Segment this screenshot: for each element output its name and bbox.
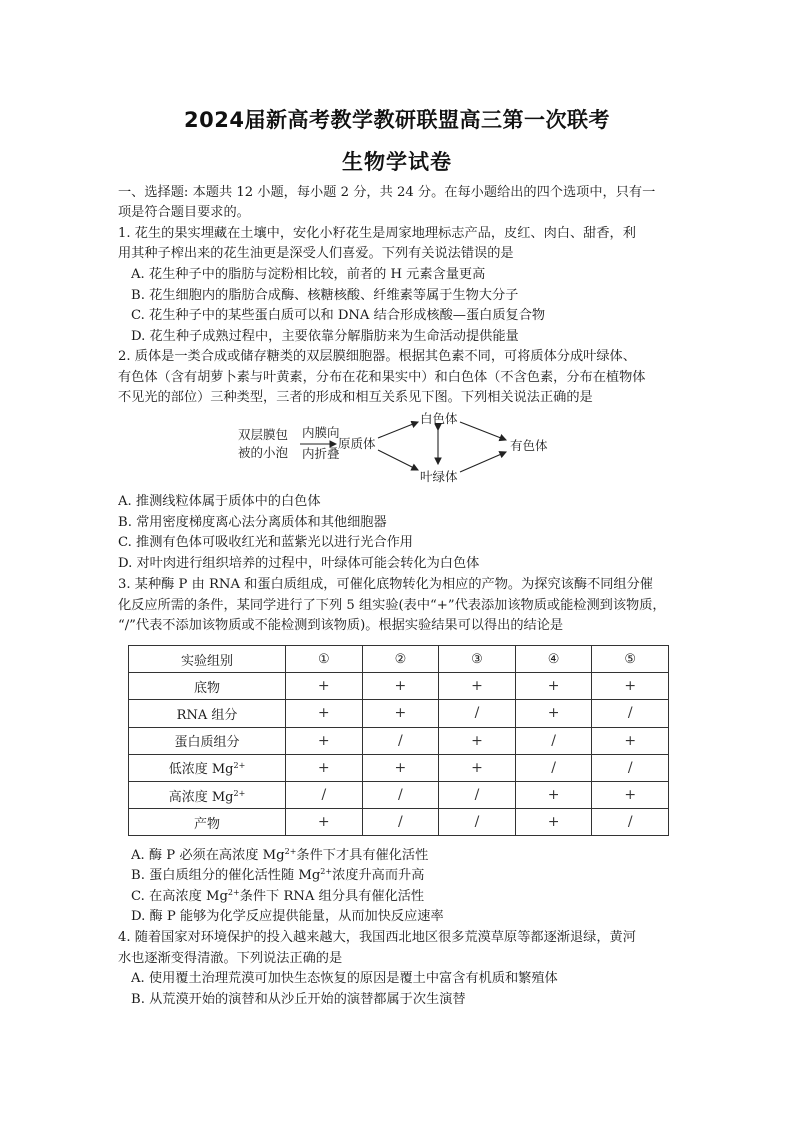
q1-option-d: D. 花生种子成熟过程中，主要依靠分解脂肪来为生命活动提供能量 [131, 329, 519, 344]
q3-stem-line-3: “/”代表不添加该物质或不能检测到该物质)。根据实验结果可以得出的结论是 [118, 618, 564, 633]
arrow-proplastid-to-chloroplast [378, 450, 418, 470]
table-cell: + [439, 727, 516, 754]
table-row [129, 809, 669, 836]
table-cell: + [362, 673, 439, 700]
exam-subtitle: 生物学试卷 [342, 150, 452, 174]
q1-option-a: A. 花生种子中的脂肪与淀粉相比较，前者的 H 元素含量更高 [131, 267, 486, 282]
row-label: 蛋白质组分 [129, 727, 286, 754]
table-cell: / [592, 754, 669, 781]
table-row [129, 754, 669, 781]
q1-stem-line-1: 1. 花生的果实埋藏在土壤中，安化小籽花生是周家地理标志产品，皮红、肉白、甜香，利 [118, 226, 636, 241]
row-label [129, 781, 286, 808]
table-header-cell: ① [286, 646, 363, 673]
q3-stem-line-2: 化反应所需的条件，某同学进行了下列 5 组实验(表中“+”代表添加该物质或能检测到该物质， [118, 598, 666, 613]
q2-stem-line-2: 有色体（含有胡萝卜素与叶黄素，分布在花和果实中）和白色体（不含色素，分布在植物体 [118, 370, 646, 385]
table-cell: / [362, 781, 439, 808]
row-label: 底物 [129, 673, 286, 700]
q2-stem-line-1: 2. 质体是一类合成或储存糖类的双层膜细胞器。根据其色素不同，可将质体分成叶绿体、 [118, 349, 636, 364]
table-row [129, 727, 669, 754]
arrow-proplastid-to-leucoplast [378, 422, 418, 438]
table-cell: + [286, 673, 363, 700]
table-cell: + [592, 781, 669, 808]
plastid-diagram [238, 408, 558, 486]
exam-title: 2024届新高考教学教研联盟高三第一次联考 [184, 108, 610, 132]
q3-option-a-post: 条件下才具有催化活性 [296, 848, 429, 863]
node-chromoplast: 有色体 [510, 438, 548, 453]
table-cell: + [439, 673, 516, 700]
arrow-chloroplast-to-chromoplast [460, 452, 506, 472]
node-leucoplast: 白色体 [420, 411, 458, 426]
table-cell: / [592, 700, 669, 727]
q2-option-b: B. 常用密度梯度离心法分离质体和其他细胞器 [118, 515, 387, 530]
section-intro-line-1: 一、选择题: 本题共 12 小题，每小题 2 分，共 24 分。在每小题给出的四个选项中，只有一 [118, 185, 656, 200]
row-label-text: 高浓度 Mg [168, 789, 234, 805]
label-arrow-top: 内膜向 [302, 425, 340, 440]
table-cell: + [515, 809, 592, 836]
q3-option-c [131, 887, 678, 907]
table-cell: + [362, 700, 439, 727]
q2-option-c: C. 推测有色体可吸收红光和蓝紫光以进行光合作用 [118, 535, 413, 550]
arrow-leucoplast-to-chromoplast [460, 422, 506, 440]
q3-option-a-pre: A. 酶 P 必须在高浓度 Mg [131, 848, 285, 863]
table-cell: + [286, 754, 363, 781]
q2-option-d: D. 对叶肉进行组织培养的过程中，叶绿体可能会转化为白色体 [118, 556, 480, 571]
table-header-cell: ⑤ [592, 646, 669, 673]
table-cell: / [439, 809, 516, 836]
table-cell: / [286, 781, 363, 808]
table-cell: + [515, 700, 592, 727]
table-cell: + [515, 781, 592, 808]
table-cell: + [439, 754, 516, 781]
table-cell: / [362, 727, 439, 754]
experiment-table [128, 645, 669, 836]
table-cell: + [286, 700, 363, 727]
q4-stem-line-2: 水也逐渐变得清澈。下列说法正确的是 [118, 951, 343, 966]
q3-option-d: D. 酶 P 能够为化学反应提供能量，从而加快反应速率 [131, 909, 444, 924]
q3-option-c-pre: C. 在高浓度 Mg [131, 889, 228, 904]
node-chloroplast: 叶绿体 [420, 469, 458, 484]
q1-option-c: C. 花生种子中的某些蛋白质可以和 DNA 结合形成核酸—蛋白质复合物 [131, 308, 546, 323]
row-label: 产物 [129, 809, 286, 836]
row-label: RNA 组分 [129, 700, 286, 727]
q3-option-a [131, 846, 678, 866]
label-vesicle-1: 双层膜包 [238, 427, 289, 442]
table-header-row [129, 646, 669, 673]
table-cell: + [286, 809, 363, 836]
table-cell: + [286, 727, 363, 754]
table-row [129, 781, 669, 808]
q3-option-a-sup: 2+ [284, 847, 297, 856]
q3-option-b-post: 浓度升高而升高 [332, 868, 425, 883]
table-cell: / [362, 809, 439, 836]
row-label-text: 低浓度 Mg [168, 762, 234, 778]
q3-option-b [131, 866, 678, 886]
q1-stem-line-2: 用其种子榨出来的花生油更是深受人们喜爱。下列有关说法错误的是 [118, 246, 514, 261]
q3-option-c-post: 条件下 RNA 组分具有催化活性 [239, 889, 425, 904]
q2-stem-line-3: 不见光的部位）三种类型，三者的形成和相互关系见下图。下列相关说法正确的是 [118, 390, 593, 405]
section-intro-line-2: 项是符合题目要求的。 [118, 205, 250, 220]
row-label-sup: 2+ [233, 788, 246, 798]
node-proplastid: 原质体 [338, 436, 376, 451]
table-header-cell: 实验组别 [129, 646, 286, 673]
q3-stem-line-1: 3. 某种酶 P 由 RNA 和蛋白质组成，可催化底物转化为相应的产物。为探究该酶不同组分催 [118, 577, 653, 592]
row-label [129, 754, 286, 781]
table-cell: + [362, 754, 439, 781]
row-label-sup: 2+ [233, 761, 246, 771]
table-cell: / [439, 781, 516, 808]
q1-option-b: B. 花生细胞内的脂肪合成酶、核糖核酸、纤维素等属于生物大分子 [131, 288, 519, 303]
table-row [129, 700, 669, 727]
table-header-cell: ④ [515, 646, 592, 673]
table-cell: + [592, 673, 669, 700]
q4-option-b: B. 从荒漠开始的演替和从沙丘开始的演替都属于次生演替 [131, 992, 466, 1007]
table-cell: / [439, 700, 516, 727]
table-header-cell: ③ [439, 646, 516, 673]
q4-option-a: A. 使用覆土治理荒漠可加快生态恢复的原因是覆土中富含有机质和繁殖体 [131, 971, 558, 986]
table-cell: / [515, 727, 592, 754]
label-arrow-bottom: 内折叠 [302, 446, 340, 461]
q2-option-a: A. 推测线粒体属于质体中的白色体 [118, 494, 321, 509]
table-cell: / [515, 754, 592, 781]
q3-option-b-pre: B. 蛋白质组分的催化活性随 Mg [131, 868, 321, 883]
q4-stem-line-1: 4. 随着国家对环境保护的投入越来越大，我国西北地区很多荒漠草原等都逐渐退绿，黄河 [118, 930, 636, 945]
table-row [129, 673, 669, 700]
table-header-cell: ② [362, 646, 439, 673]
table-cell: / [592, 809, 669, 836]
label-vesicle-2: 被的小泡 [238, 445, 289, 460]
q3-option-c-sup: 2+ [227, 888, 240, 897]
table-cell: + [515, 673, 592, 700]
q3-option-b-sup: 2+ [320, 867, 333, 876]
table-cell: + [592, 727, 669, 754]
